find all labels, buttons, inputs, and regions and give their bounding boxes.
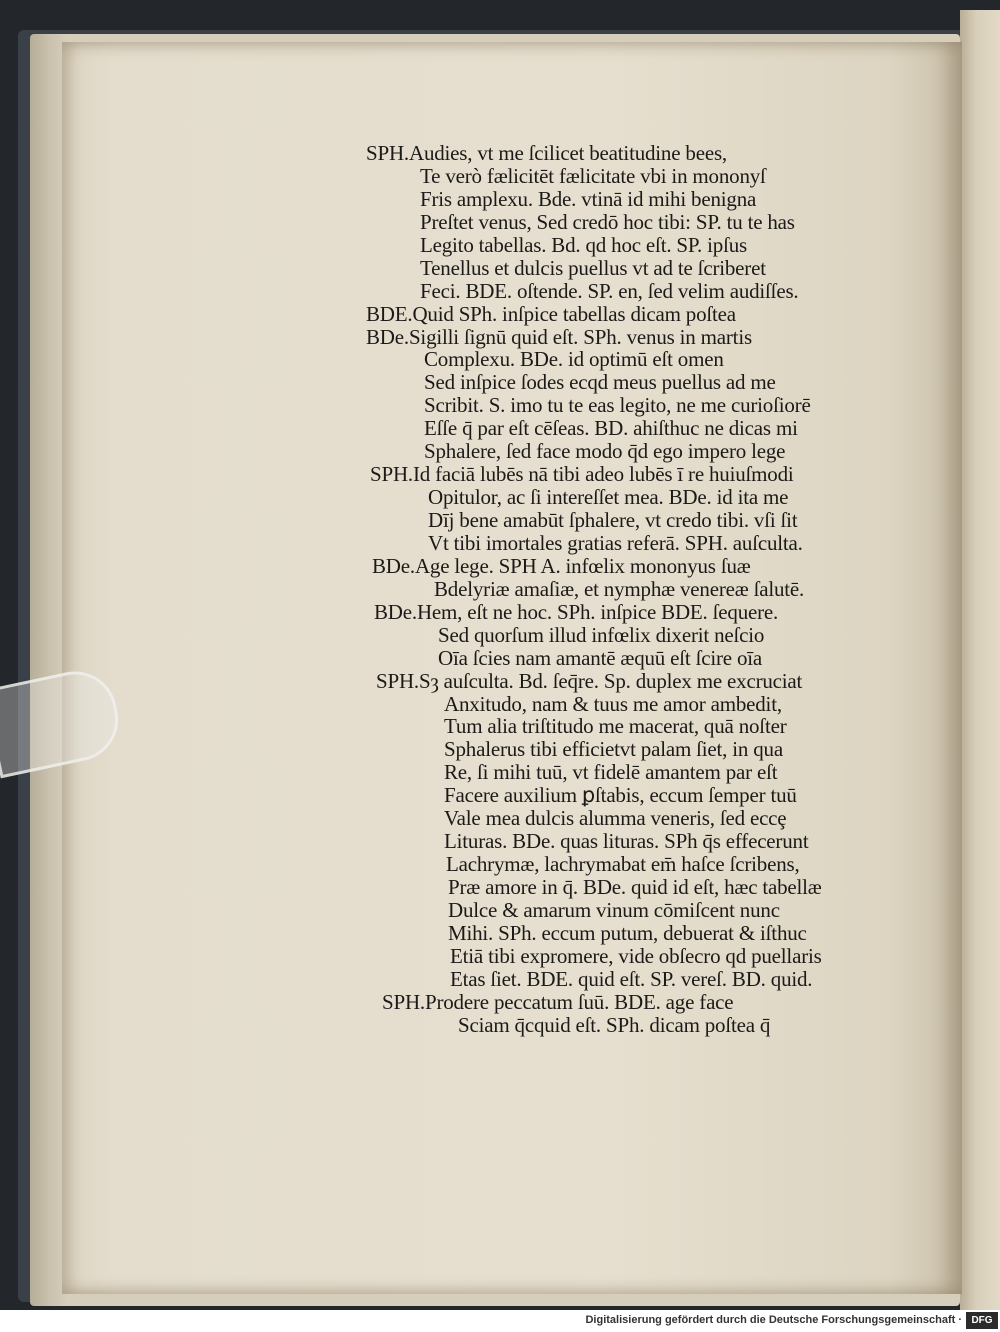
text-line xyxy=(366,257,926,280)
line-text: Sȝ auſculta. Bd. ſeq̄re. Sp. duplex me excruciat xyxy=(418,668,803,693)
text-line xyxy=(366,601,926,624)
line-text: Te verò fælicitēt fælicitate vbi in mononyſ xyxy=(420,163,766,188)
line-text: Quid SPh. inſpice tabellas dicam poſtea xyxy=(412,301,736,326)
speaker-label: SPH. xyxy=(376,668,419,693)
text-line xyxy=(366,303,926,326)
line-text: Scribit. S. imo tu te eas legito, ne me curioſiorē xyxy=(424,393,811,418)
speaker-label: BDe. xyxy=(366,324,409,349)
line-text: Dīj bene amabūt ſphalere, vt credo tibi. vſi ſit xyxy=(428,508,798,532)
line-text: Etas ſiet. BDE. quid eſt. SP. vereſ. BD. quid. xyxy=(450,966,813,991)
text-line xyxy=(366,234,926,257)
text-line xyxy=(366,188,926,211)
line-text: Sed quorſum illud infœlix dixerit neſcio xyxy=(438,622,765,647)
line-text: Lituras. BDe. quas lituras. SPh q̄s effecerunt xyxy=(444,829,809,854)
speaker-label: BDe. xyxy=(372,553,415,578)
text-line xyxy=(366,853,926,876)
text-line xyxy=(366,899,926,922)
text-line xyxy=(366,670,926,693)
text-line xyxy=(366,647,926,670)
text-line xyxy=(366,555,926,578)
speaker-label: SPH. xyxy=(370,462,413,487)
text-line xyxy=(366,417,926,440)
line-text: Sigilli ſignū quid eſt. SPh. venus in martis xyxy=(408,324,752,349)
line-text: Re, ſi mihi tuū, vt fidelē amantem par eſt xyxy=(444,760,778,785)
text-line xyxy=(366,348,926,371)
line-text: Tum alia triſtitudo me macerat, quā noſter xyxy=(444,714,787,739)
facing-page-edge xyxy=(960,10,1000,1310)
speaker-label: BDE. xyxy=(366,301,413,326)
line-text: Opitulor, ac ſi intereſſet mea. BDe. id ita me xyxy=(428,485,789,510)
line-text: Sphalerus tibi efficietvt palam ſiet, in qua xyxy=(444,737,783,762)
line-text: Sciam q̄cquid eſt. SPh. dicam poſtea q̄ xyxy=(458,1012,771,1037)
text-line xyxy=(366,532,926,555)
line-text: Hem, eſt ne hoc. SPh. inſpice BDE. ſequere. xyxy=(416,599,779,624)
speaker-label: SPH. xyxy=(382,989,425,1014)
text-line xyxy=(366,326,926,349)
line-text: Facere auxilium ꝑſtabis, eccum ſemper tuū xyxy=(444,783,797,808)
line-text: Præ amore in q̄. BDe. quid id eſt, hæc tabellæ xyxy=(448,875,822,899)
line-text: Complexu. BDe. id optimū eſt omen xyxy=(424,347,724,372)
text-line xyxy=(366,142,926,165)
dialogue-text xyxy=(366,142,926,1037)
text-line xyxy=(366,876,926,899)
text-line xyxy=(366,211,926,234)
line-text: Legito tabellas. Bd. qd hoc eſt. SP. ipſus xyxy=(420,232,747,257)
text-line xyxy=(366,738,926,761)
text-line xyxy=(366,784,926,807)
text-line xyxy=(366,761,926,784)
line-text: Sphalere, ſed face modo q̄d ego impero lege xyxy=(424,439,786,464)
text-line xyxy=(366,463,926,486)
speaker-label: BDe. xyxy=(374,599,417,624)
footer-bar xyxy=(0,1310,1000,1332)
text-line xyxy=(366,371,926,394)
line-text: Fris amplexu. Bde. vtinā id mihi benigna xyxy=(420,186,757,211)
text-line xyxy=(366,1014,926,1037)
line-text: Feci. BDE. oſtende. SP. en, ſed velim audiſſes. xyxy=(420,278,799,303)
text-line xyxy=(366,991,926,1014)
text-line xyxy=(366,715,926,738)
line-text: Sed inſpice ſodes ecqd meus puellus ad me xyxy=(424,370,776,395)
line-text: Prodere peccatum ſuū. BDE. age face xyxy=(424,989,734,1014)
line-text: Id faciā lubēs nā tibi adeo lubēs ī re huiuſmodi xyxy=(412,462,794,487)
line-text: Audies, vt me ſcilicet beatitudine bees, xyxy=(408,141,727,165)
text-line xyxy=(366,280,926,303)
text-line xyxy=(366,578,926,601)
line-text: Lachrymæ, lachrymabat em̄ haſce ſcribens, xyxy=(446,852,800,877)
line-text: Mihi. SPh. eccum putum, debuerat & iſthuc xyxy=(448,920,807,945)
speaker-label: SPH. xyxy=(366,141,409,165)
line-text: Oīa ſcies nam amantē æquū eſt ſcire oīa xyxy=(438,645,762,670)
text-line xyxy=(366,830,926,853)
text-line xyxy=(366,693,926,716)
text-line xyxy=(366,165,926,188)
line-text: Age lege. SPH A. infœlix mononyus ſuæ xyxy=(414,553,751,578)
text-line xyxy=(366,486,926,509)
text-line xyxy=(366,922,926,945)
funding-credit: Digitalisierung gefördert durch die Deutsche Forschungsgemeinschaft · xyxy=(585,1314,962,1326)
line-text: Eſſe q̄ par eſt cēſeas. BD. ahiſthuc ne dicas mi xyxy=(424,416,798,441)
text-line xyxy=(366,807,926,830)
line-text: Etiā tibi expromere, vide obſecro qd puellaris xyxy=(450,943,822,968)
line-text: Dulce & amarum vinum cōmiſcent nunc xyxy=(448,897,780,922)
text-line xyxy=(366,440,926,463)
line-text: Tenellus et dulcis puellus vt ad te ſcriberet xyxy=(420,255,766,280)
dfg-logo: DFG xyxy=(966,1312,998,1329)
text-line xyxy=(366,624,926,647)
text-line xyxy=(366,394,926,417)
line-text: Preſtet venus, Sed credō hoc tibi: SP. tu te has xyxy=(420,209,795,234)
line-text: Vale mea dulcis alumma veneris, ſed eccȩ xyxy=(444,806,787,831)
line-text: Vt tibi imortales gratias referā. SPH. auſculta. xyxy=(428,530,803,555)
text-line xyxy=(366,509,926,532)
text-line xyxy=(366,968,926,991)
text-line xyxy=(366,945,926,968)
line-text: Anxitudo, nam & tuus me amor ambedit, xyxy=(444,691,782,716)
line-text: Bdelyriæ amaſiæ, et nymphæ venereæ ſalutē. xyxy=(434,576,805,601)
